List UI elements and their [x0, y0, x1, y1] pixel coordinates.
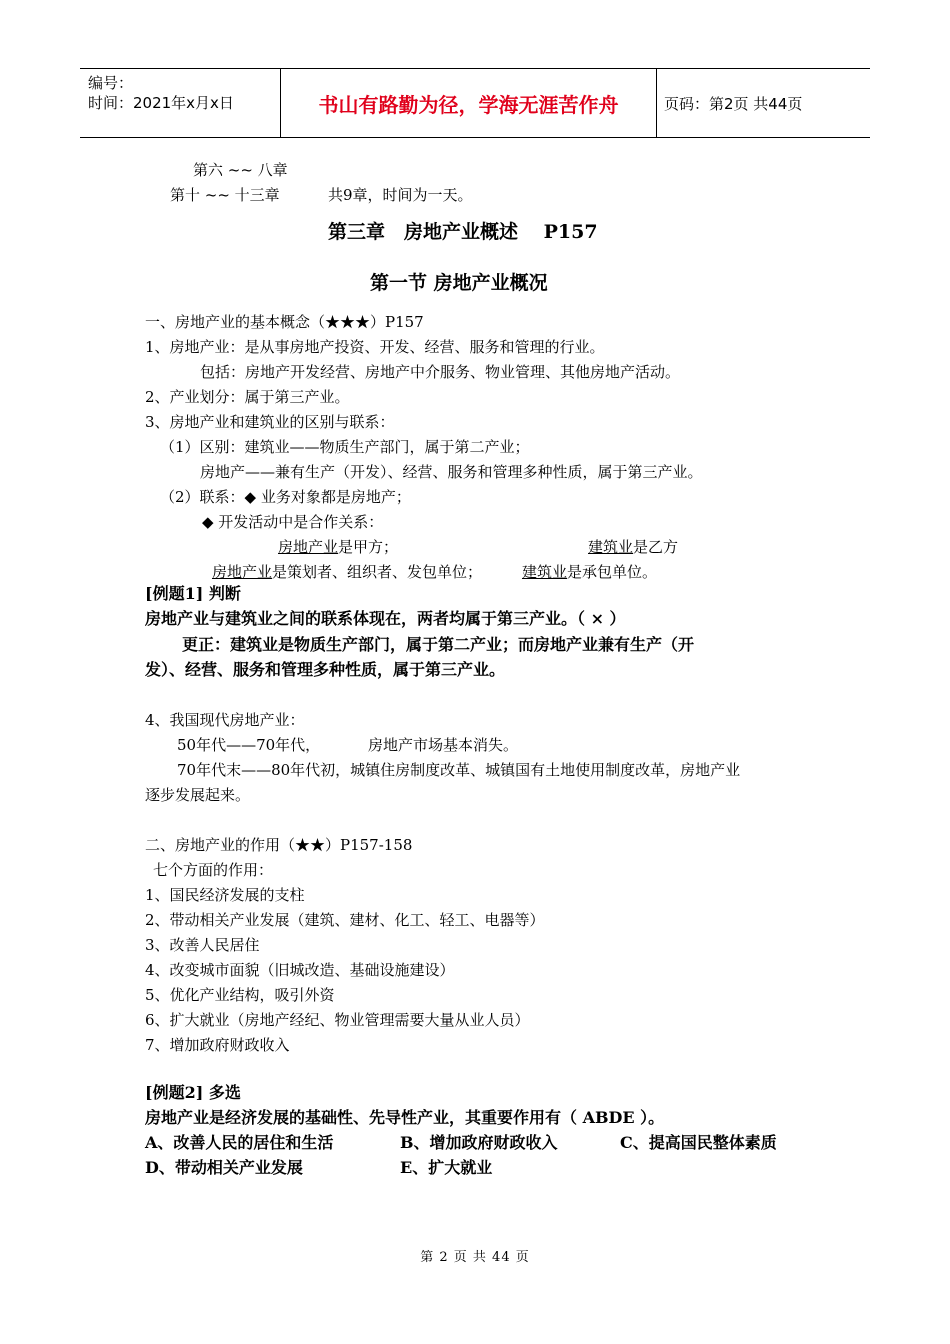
option-b: B、增加政府财政收入 [400, 1133, 558, 1152]
option-d: D、带动相关产业发展 [145, 1158, 303, 1177]
part1-link: （2）联系：◆ 业务对象都是房地产； [160, 488, 411, 506]
example2-label: [例题2] 多选 [145, 1083, 241, 1102]
header-divider [656, 69, 657, 137]
part1-item-1: 1、房地产业：是从事房地产投资、开发、经营、服务和管理的行业。 [145, 338, 605, 356]
option-a: A、改善人民的居住和生活 [145, 1133, 334, 1152]
part1-heading: 一、房地产业的基本概念（★★★）P157 [145, 313, 424, 331]
header-page-info: 页码：第2页 共44页 [664, 94, 803, 113]
part1-difference-2: 房地产——兼有生产（开发）、经营、服务和管理多种性质，属于第三产业。 [200, 463, 703, 481]
example1-statement: 房地产业与建筑业之间的联系体现在，两者均属于第三产业。（ × ） [145, 609, 626, 628]
example1-correction-1: 更正：建筑业是物质生产部门，属于第二产业；而房地产业兼有生产（开 [182, 635, 695, 654]
list-item: 1、国民经济发展的支柱 [145, 886, 305, 904]
time-label: 时间：2021年x月x日 [88, 94, 234, 112]
page-footer: 第 2 页 共 44 页 [420, 1250, 530, 1265]
header-motto: 书山有路勤为径，学海无涯苦作舟 [318, 92, 619, 117]
part4-line-2: 70年代末——80年代初，城镇住房制度改革、城镇国有土地使用制度改革，房地产业 [177, 761, 741, 779]
relation-a-term: 房地产业 [278, 538, 339, 556]
section-title: 第一节 房地产业概况 [370, 272, 548, 294]
list-item: 6、扩大就业（房地产经纪、物业管理需要大量从业人员） [145, 1011, 530, 1029]
intro-line-2-note: 共9章，时间为一天。 [328, 186, 473, 204]
option-c: C、提高国民整体素质 [620, 1133, 777, 1152]
header-left-cell [80, 69, 280, 137]
option-e: E、扩大就业 [400, 1158, 493, 1177]
relation-d-term: 建筑业 [522, 563, 568, 581]
part1-item-3: 3、房地产业和建筑业的区别与联系： [145, 413, 395, 431]
part4-line-3: 逐步发展起来。 [145, 786, 251, 804]
relation-c-text: 是策划者、组织者、发包单位； [272, 563, 483, 581]
intro-line-1: 第六 ~~ 八章 [193, 161, 288, 179]
part1-link-2: ◆ 开发活动中是合作关系： [202, 513, 384, 531]
part4-line-1a: 50年代——70年代， [177, 736, 321, 754]
number-label: 编号： [88, 74, 134, 92]
example2-question: 房地产业是经济发展的基础性、先导性产业，其重要作用有（ ABDE ）。 [145, 1108, 665, 1127]
part1-item-1-detail: 包括：房地产开发经营、房地产中介服务、物业管理、其他房地产活动。 [200, 363, 681, 381]
part2-heading: 二、房地产业的作用（★★）P157-158 [145, 836, 413, 854]
list-item: 2、带动相关产业发展（建筑、建材、化工、轻工、电器等） [145, 911, 545, 929]
page-header [80, 68, 870, 138]
example1-correction-2: 发）、经营、服务和管理多种性质，属于第三产业。 [145, 660, 506, 679]
relation-c [212, 562, 482, 582]
part1-difference: （1）区别：建筑业——物质生产部门，属于第二产业； [160, 438, 530, 456]
part4-line-1b: 房地产市场基本消失。 [368, 736, 519, 754]
relation-a [278, 537, 398, 557]
part1-item-2: 2、产业划分：属于第三产业。 [145, 388, 350, 406]
relation-c-term: 房地产业 [212, 563, 273, 581]
relation-a-text: 是甲方； [338, 538, 399, 556]
chapter-title: 第三章 房地产业概述 P157 [328, 221, 598, 243]
example1-label: [例题1] 判断 [145, 584, 241, 603]
intro-line-2: 第十 ~~ 十三章 [170, 186, 280, 204]
part2-sub: 七个方面的作用： [153, 861, 274, 879]
list-item: 4、改变城市面貌（旧城改造、基础设施建设） [145, 961, 455, 979]
relation-b-term: 建筑业 [588, 538, 634, 556]
relation-d [522, 562, 657, 582]
list-item: 3、改善人民居住 [145, 936, 260, 954]
part4-heading: 4、我国现代房地产业： [145, 711, 305, 729]
list-item: 5、优化产业结构，吸引外资 [145, 986, 335, 1004]
list-item: 7、增加政府财政收入 [145, 1036, 290, 1054]
relation-b-text: 是乙方 [633, 538, 679, 556]
relation-d-text: 是承包单位。 [567, 563, 658, 581]
relation-b [588, 537, 678, 557]
